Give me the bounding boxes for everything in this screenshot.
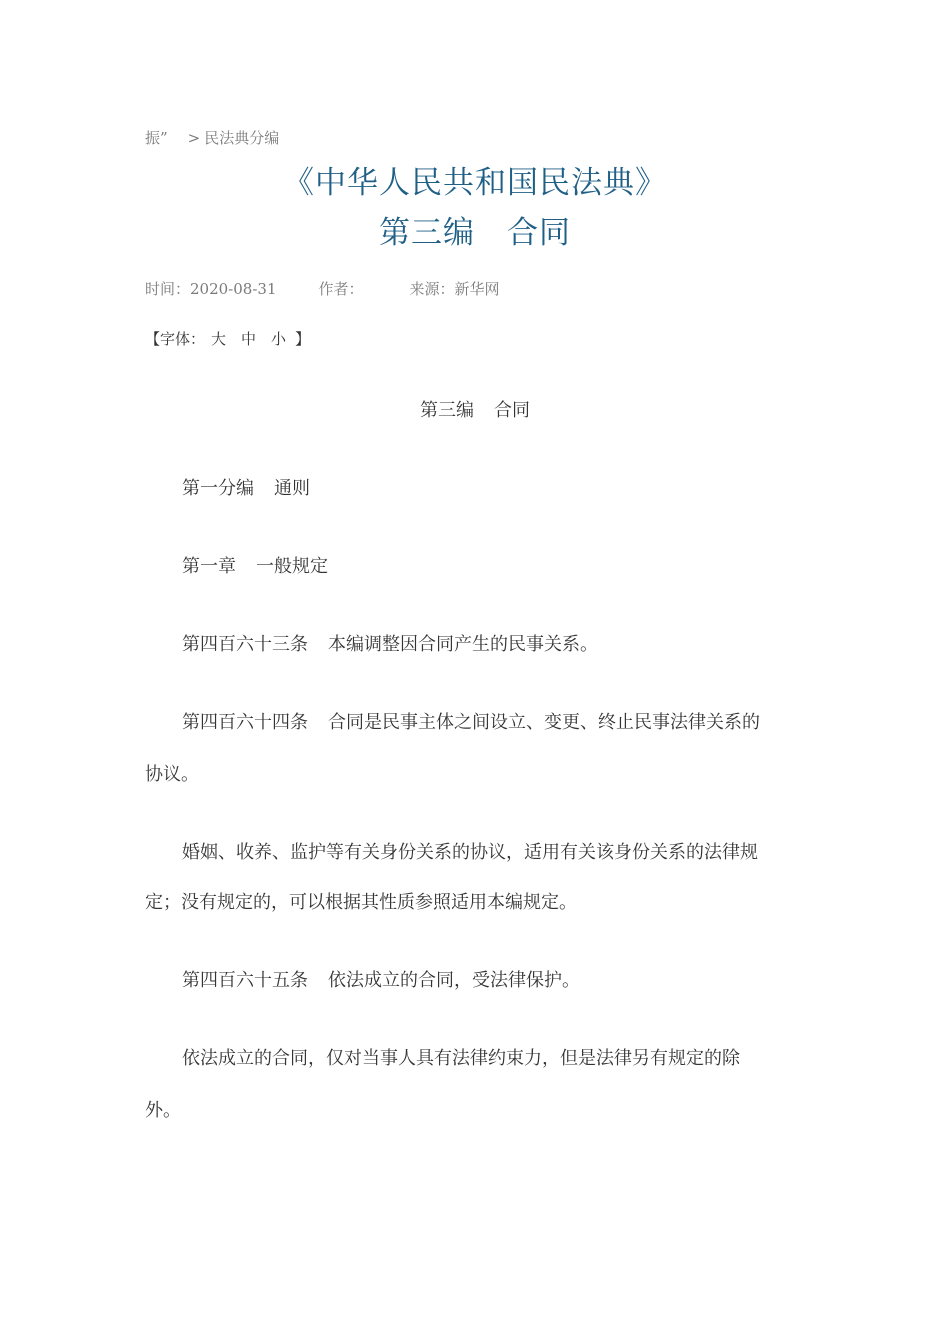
article-number: 第四百六十四条: [182, 712, 308, 733]
article-465: [182, 966, 580, 992]
article-number: 第四百六十五条: [182, 970, 308, 991]
font-size-large-button[interactable]: 大: [211, 330, 227, 348]
breadcrumb: [145, 127, 279, 148]
source: 来源：新华网: [409, 280, 500, 298]
article-text: 合同是民事主体之间设立、变更、终止民事法律关系的: [328, 712, 760, 733]
chapter-number: 第一章: [182, 556, 236, 577]
font-size-small-button[interactable]: 小: [271, 330, 287, 348]
article-meta: [145, 278, 500, 299]
article-464-line1: [182, 708, 760, 734]
author: 作者：: [318, 280, 364, 298]
chapter-name: 一般规定: [256, 556, 328, 577]
article-text: 依法成立的合同，受法律保护。: [328, 970, 580, 991]
page-subtitle: [0, 207, 950, 252]
part-heading: [182, 474, 310, 500]
article-464-para2-line2: 定；没有规定的，可以根据其性质参照适用本编规定。: [145, 892, 577, 913]
article-465-para2-line2: 外。: [145, 1100, 181, 1121]
section-heading: [0, 396, 950, 422]
font-size-selector: [145, 328, 310, 349]
article-463: [182, 630, 598, 656]
section-number: 第三编: [420, 400, 474, 421]
page-title: 《中华人民共和国民法典》: [283, 165, 667, 201]
font-size-label: 【字体：: [145, 330, 206, 348]
breadcrumb-prev-link[interactable]: 振”: [145, 129, 168, 147]
article-465-para2-line1: 依法成立的合同，仅对当事人具有法律约束力，但是法律另有规定的除: [182, 1048, 740, 1069]
article-number: 第四百六十三条: [182, 634, 308, 655]
section-name: 合同: [494, 400, 530, 421]
publish-time: 时间：2020-08-31: [145, 280, 277, 298]
font-size-medium-button[interactable]: 中: [241, 330, 257, 348]
part-number: 第一分编: [182, 478, 254, 499]
article-text: 本编调整因合同产生的民事关系。: [328, 634, 598, 655]
chapter-heading: [182, 552, 328, 578]
subtitle-part: 第三编: [379, 215, 475, 251]
article-464-para2-line1: 婚姻、收养、监护等有关身份关系的协议，适用有关该身份关系的法律规: [182, 842, 758, 863]
breadcrumb-separator: >: [187, 129, 201, 147]
article-464-line2: 协议。: [145, 764, 199, 785]
subtitle-name: 合同: [507, 215, 571, 251]
font-size-bracket-close: 】: [295, 330, 311, 348]
part-name: 通则: [274, 478, 310, 499]
breadcrumb-current-link[interactable]: 民法典分编: [204, 129, 280, 147]
